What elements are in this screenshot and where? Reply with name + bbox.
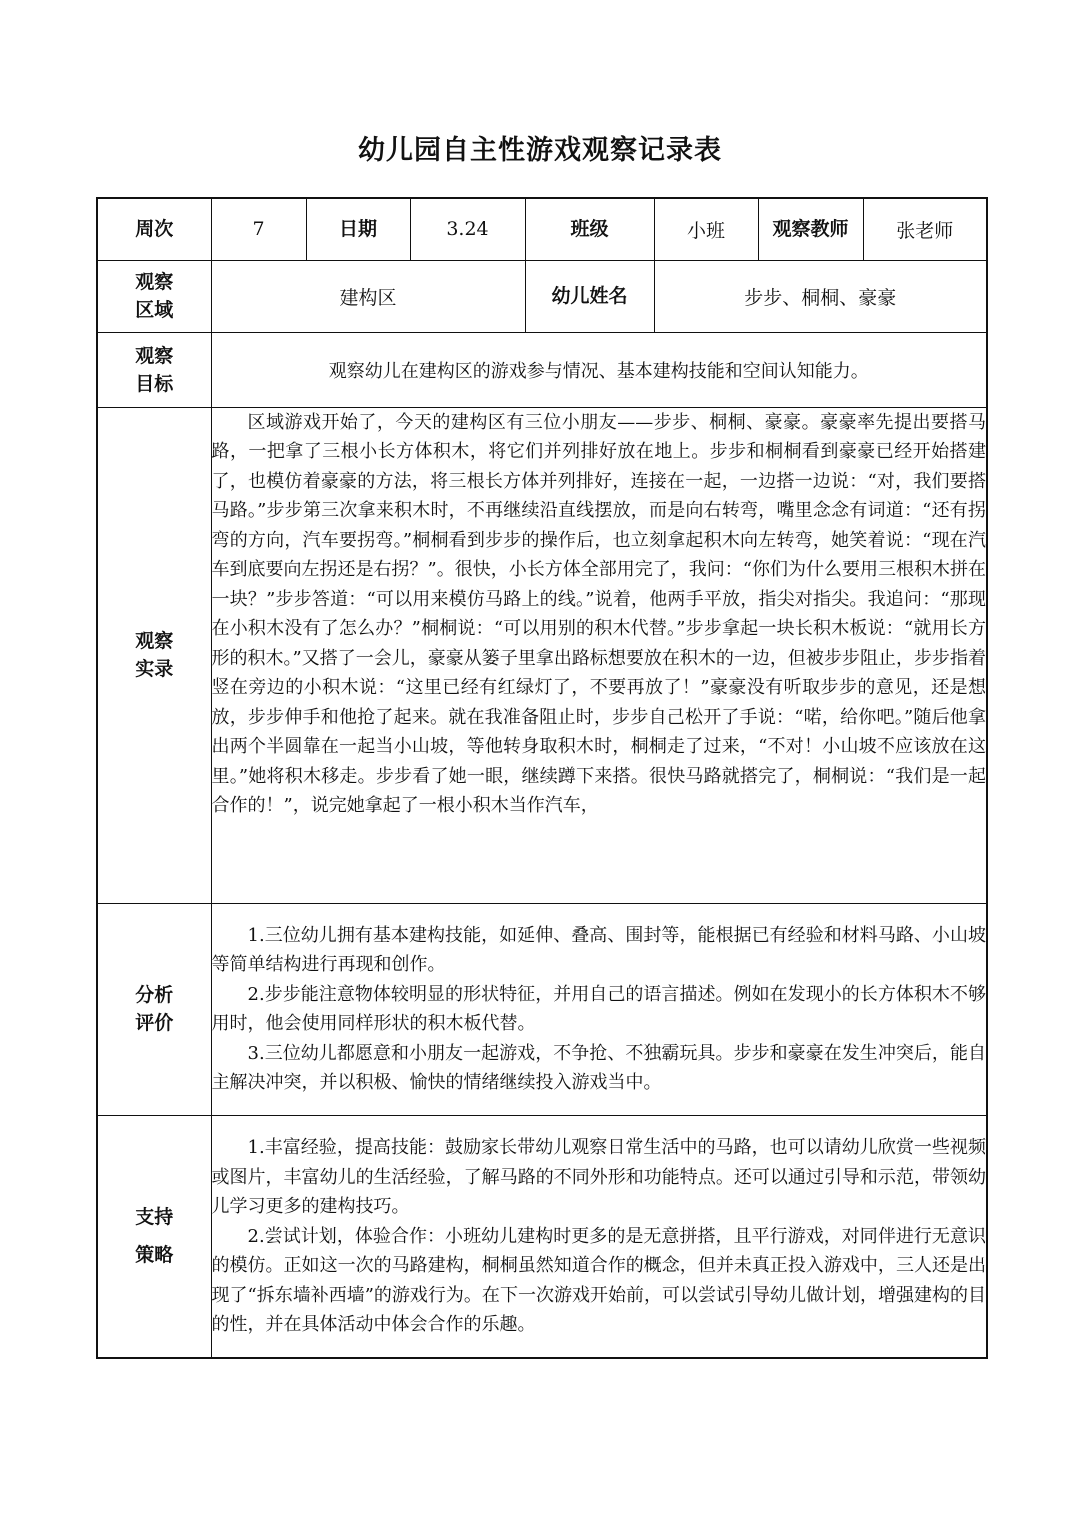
record-label-line1: 观察 xyxy=(135,630,174,652)
support-label-line1: 支持 xyxy=(135,1206,174,1229)
children-label: 幼儿姓名 xyxy=(525,260,654,332)
goal-label-line1: 观察 xyxy=(135,344,174,367)
goal-label xyxy=(97,332,211,407)
observation-record-table xyxy=(96,197,988,1359)
analysis-label-line1: 分析 xyxy=(135,984,174,1006)
week-value: 7 xyxy=(211,198,306,260)
record-row xyxy=(97,407,987,903)
week-label: 周次 xyxy=(97,198,211,260)
analysis-paragraph: 2.步步能注意物体较明显的形状特征，并用自己的语言描述。例如在发现小的长方体积木不够用时，他会使用同样形状的积木板代替。 xyxy=(211,983,986,1034)
goal-row xyxy=(97,332,987,407)
analysis-label xyxy=(97,903,211,1115)
area-label-line2: 区域 xyxy=(135,299,174,321)
class-value: 小班 xyxy=(654,198,758,260)
record-content xyxy=(211,407,987,903)
support-paragraph: 1.丰富经验，提高技能：鼓励家长带幼儿观察日常生活中的马路，也可以请幼儿欣赏一些视频或图片，丰富幼儿的生活经验，了解马路的不同外形和功能特点。还可以通过引导和示范，带领幼儿学习更多的建构技巧。 xyxy=(211,1137,986,1217)
analysis-row xyxy=(97,903,987,1115)
area-value: 建构区 xyxy=(211,260,525,332)
teacher-value: 张老师 xyxy=(863,198,987,260)
date-label: 日期 xyxy=(306,198,410,260)
record-paragraph: 区域游戏开始了，今天的建构区有三位小朋友——步步、桐桐、豪豪。豪豪率先提出要搭马路，一把拿了三根小长方体积木，将它们并列排好放在地上。步步和桐桐看到豪豪已经开始搭建了，也模仿着豪豪的方法，将三根长方体并列排好，连接在一起，一边搭一边说：“对，我们要搭马路。”步步第三次拿来积木时，不再继续沿直线摆放，而是向右转弯，嘴里念念有词道：“还有拐弯的方向，汽车要拐弯。”桐桐看到步步的操作后，也立刻拿起积木向左转弯，她笑着说：“现在汽车到底要向左拐还是右拐？”。很快，小长方体全部用完了，我问：“你们为什么要用三根积木拼在一块？”步步答道：“可以用来模仿马路上的线。”说着，他两手平放，指尖对指尖。我追问：“那现在小积木没有了怎么办？”桐桐说：“可以用别的积木代替。”步步拿起一块长积木板说：“就用长方形的积木。”又搭了一会儿，豪豪从篓子里拿出路标想要放在积木的一边，但被步步阻止，步步指着竖在旁边的小积木说：“这里已经有红绿灯了，不要再放了！”豪豪没有听取步步的意见，还是想放，步步伸手和他抢了起来。就在我准备阻止时，步步自己松开了手说：“喏，给你吧。”随后他拿出两个半圆靠在一起当小山坡，等他转身取积木时，桐桐走了过来，“不对！小山坡不应该放在这里。”她将积木移走。步步看了她一眼，继续蹲下来搭。很快马路就搭完了，桐桐说：“我们是一起合作的！”，说完她拿起了一根小积木当作汽车， xyxy=(211,411,986,816)
goal-value: 观察幼儿在建构区的游戏参与情况、基本建构技能和空间认知能力。 xyxy=(211,332,987,407)
class-label: 班级 xyxy=(525,198,654,260)
support-row xyxy=(97,1115,987,1358)
area-label-line1: 观察 xyxy=(135,271,174,293)
teacher-label: 观察教师 xyxy=(758,198,863,260)
children-value: 步步、桐桐、豪豪 xyxy=(654,260,987,332)
goal-label-line2: 目标 xyxy=(135,372,174,395)
support-label-line2: 策略 xyxy=(135,1244,174,1267)
area-row xyxy=(97,260,987,332)
support-paragraph: 2.尝试计划，体验合作：小班幼儿建构时更多的是无意拼搭，且平行游戏，对同伴进行无意识的模仿。正如这一次的马路建构，桐桐虽然知道合作的概念，但并未真正投入游戏中，三人还是出现了“拆东墙补西墙”的游戏行为。在下一次游戏开始前，可以尝试引导幼儿做计划，增强建构的目的性，并在具体活动中体会合作的乐趣。 xyxy=(211,1225,986,1335)
analysis-paragraph: 3.三位幼儿都愿意和小朋友一起游戏，不争抢、不独霸玩具。步步和豪豪在发生冲突后，能自主解决冲突，并以积极、愉快的情绪继续投入游戏当中。 xyxy=(211,1042,986,1093)
record-label xyxy=(97,407,211,903)
analysis-paragraph: 1.三位幼儿拥有基本建构技能，如延伸、叠高、围封等，能根据已有经验和材料马路、小山坡等简单结构进行再现和创作。 xyxy=(211,924,986,975)
record-label-line2: 实录 xyxy=(135,658,174,680)
analysis-label-line2: 评价 xyxy=(135,1012,174,1034)
support-label xyxy=(97,1115,211,1358)
page-title: 幼儿园自主性游戏观察记录表 xyxy=(358,135,722,166)
area-label xyxy=(97,260,211,332)
analysis-content xyxy=(211,903,987,1115)
support-content xyxy=(211,1115,987,1358)
header-row xyxy=(97,198,987,260)
date-value: 3.24 xyxy=(410,198,525,260)
